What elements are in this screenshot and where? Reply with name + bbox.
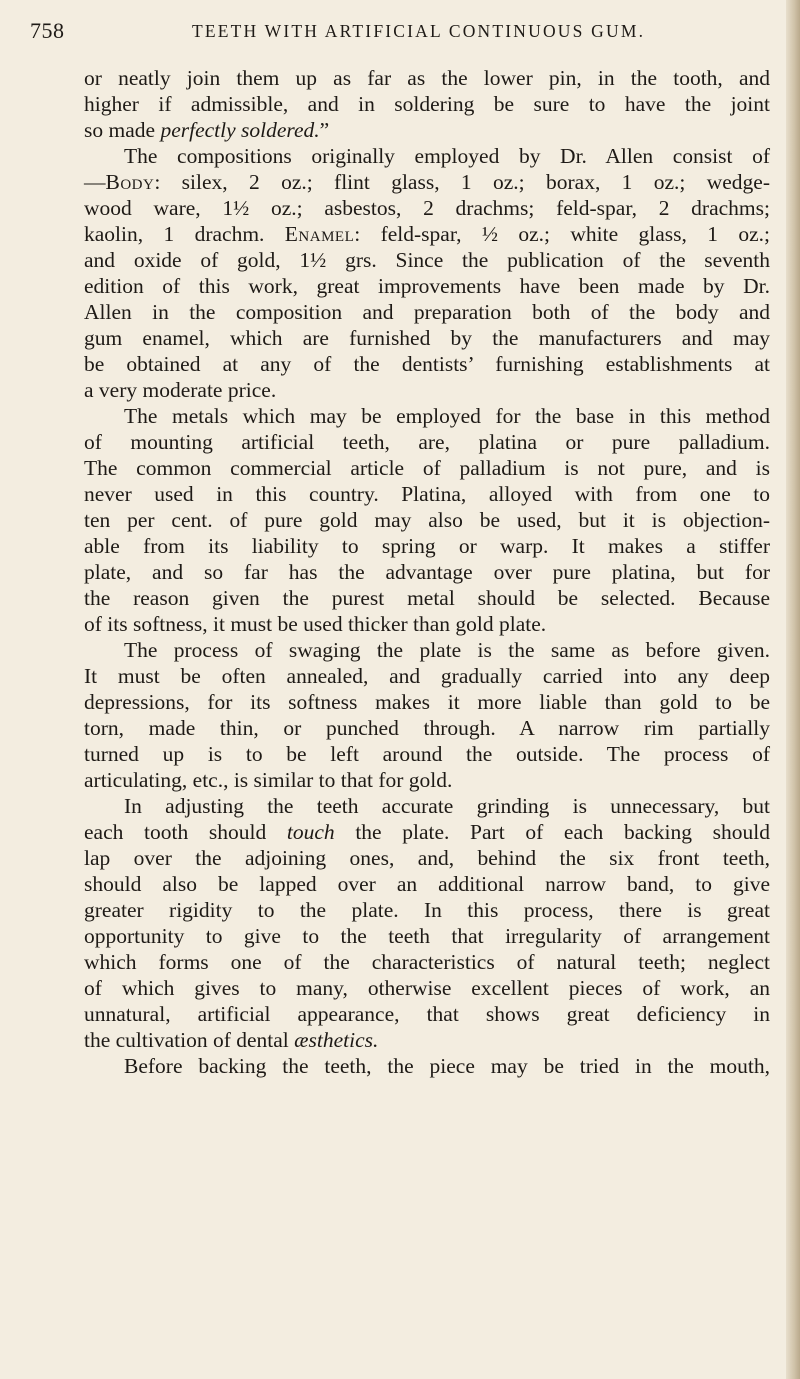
line-text: never used in this country. Platina, alloyed with from one to [84, 482, 770, 506]
line-text: each tooth should [84, 820, 287, 844]
text-line [84, 923, 770, 949]
text-line [84, 273, 770, 299]
text-line [84, 793, 770, 819]
line-text: and oxide of gold, 1½ grs. Since the publication of the seventh [84, 248, 770, 272]
text-line [84, 533, 770, 559]
page-edge-shadow [786, 0, 800, 1379]
text-line [84, 663, 770, 689]
line-text: ” [319, 118, 330, 142]
text-line [84, 247, 770, 273]
text-line [84, 117, 770, 143]
text-line [84, 559, 770, 585]
text-line [84, 65, 770, 91]
line-text: ten per cent. of pure gold may also be used, but it is objection- [84, 508, 770, 532]
text-line [84, 975, 770, 1001]
line-text: the reason given the purest metal should be selected. Because [84, 586, 770, 610]
text-line [84, 741, 770, 767]
text-line [84, 689, 770, 715]
text-line [84, 91, 770, 117]
text-line [84, 455, 770, 481]
line-text: gum enamel, which are furnished by the manufacturers and may [84, 326, 770, 350]
line-text: the cultivation of dental [84, 1028, 295, 1052]
text-line [84, 585, 770, 611]
line-text: depressions, for its softness makes it more liable than gold to be [84, 690, 770, 714]
line-text: The common commercial article of palladium is not pure, and is [84, 456, 770, 480]
text-line [84, 1053, 770, 1079]
line-text: kaolin, 1 drachm. [84, 222, 285, 246]
line-text: The compositions originally employed by Dr. Allen consist of [124, 144, 770, 168]
line-text: of which gives to many, otherwise excellent pieces of work, an [84, 976, 770, 1000]
running-title: TEETH WITH ARTIFICIAL CONTINUOUS GUM. [192, 21, 646, 41]
line-text: Allen in the composition and preparation both of the body and [84, 300, 770, 324]
body-text [84, 65, 770, 1079]
text-line [84, 1001, 770, 1027]
line-text: : feld-spar, ½ oz.; white glass, 1 oz.; [354, 222, 770, 246]
line-text: higher if admissible, and in soldering be sure to have the joint [84, 92, 770, 116]
italic-text: touch [286, 820, 335, 844]
small-caps-text: Body [105, 170, 155, 194]
page-number: 758 [30, 18, 65, 43]
line-text: articulating, etc., is similar to that for gold. [84, 768, 453, 792]
text-line [84, 377, 770, 403]
text-line [84, 221, 770, 247]
line-text: which forms one of the characteristics of natural teeth; neglect [84, 950, 770, 974]
text-line [84, 403, 770, 429]
text-line [84, 299, 770, 325]
text-line [84, 507, 770, 533]
text-line [84, 143, 770, 169]
line-text: : silex, 2 oz.; flint glass, 1 oz.; borax, 1 oz.; wedge- [154, 170, 770, 194]
line-text: be obtained at any of the dentists’ furnishing establishments at [84, 352, 770, 376]
text-line [84, 715, 770, 741]
text-line [84, 871, 770, 897]
line-text: of mounting artificial teeth, are, platina or pure palladium. [84, 430, 770, 454]
line-text: The process of swaging the plate is the same as before given. [124, 638, 770, 662]
book-page [30, 18, 770, 1079]
line-text: or neatly join them up as far as the lower pin, in the tooth, and [84, 66, 770, 90]
line-text: of its softness, it must be used thicker than gold plate. [84, 612, 547, 636]
line-text: so made [84, 118, 161, 142]
line-text: — [84, 170, 106, 194]
text-line [84, 351, 770, 377]
text-line [84, 169, 770, 195]
line-text: turned up is to be left around the outside. The process of [84, 742, 770, 766]
line-text: a very moderate price. [84, 378, 277, 402]
text-line [84, 429, 770, 455]
text-line [84, 325, 770, 351]
line-text: unnatural, artificial appearance, that shows great deficiency in [84, 1002, 770, 1026]
line-text: should also be lapped over an additional narrow band, to give [84, 872, 770, 896]
line-text: greater rigidity to the plate. In this process, there is great [84, 898, 770, 922]
line-text: the plate. Part of each backing should [334, 820, 770, 844]
text-line [84, 897, 770, 923]
text-line [84, 481, 770, 507]
small-caps-text: Enamel [284, 222, 355, 246]
line-text: opportunity to give to the teeth that irregularity of arrangement [84, 924, 770, 948]
text-line [84, 819, 770, 845]
text-line [84, 949, 770, 975]
line-text: Before backing the teeth, the piece may be tried in the mouth, [124, 1054, 770, 1078]
line-text: It must be often annealed, and gradually carried into any deep [84, 664, 770, 688]
text-line [84, 1027, 770, 1053]
line-text: In adjusting the teeth accurate grinding is unnecessary, but [124, 794, 770, 818]
text-line [84, 195, 770, 221]
italic-text: perfectly soldered. [160, 118, 320, 142]
text-line [84, 767, 770, 793]
line-text: lap over the adjoining ones, and, behind the six front teeth, [84, 846, 770, 870]
text-line [84, 611, 770, 637]
line-text: The metals which may be employed for the base in this method [124, 404, 770, 428]
line-text: wood ware, 1½ oz.; asbestos, 2 drachms; feld-spar, 2 drachms; [84, 196, 770, 220]
line-text: torn, made thin, or punched through. A narrow rim partially [84, 716, 770, 740]
italic-text: æsthetics. [294, 1028, 379, 1052]
line-text: plate, and so far has the advantage over pure platina, but for [84, 560, 770, 584]
running-head [30, 18, 770, 54]
line-text: able from its liability to spring or warp. It makes a stiffer [84, 534, 770, 558]
text-line [84, 637, 770, 663]
text-line [84, 845, 770, 871]
line-text: edition of this work, great improvements have been made by Dr. [84, 274, 770, 298]
